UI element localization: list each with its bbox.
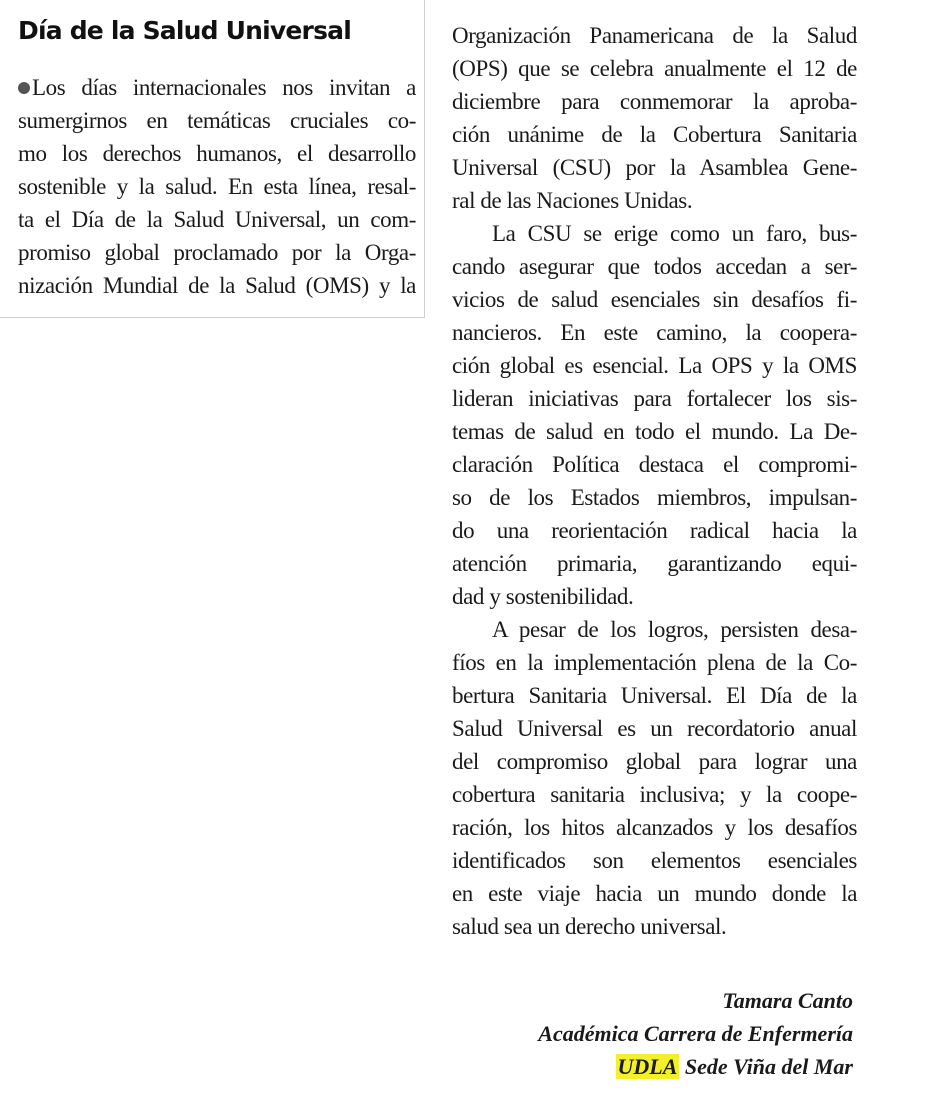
text-line: identificados son elementos esenciales bbox=[452, 848, 857, 873]
text-line: promiso global proclamado por la Orga- bbox=[18, 240, 416, 265]
text-line: (OPS) que se celebra anualmente el 12 de bbox=[452, 56, 857, 81]
text-line: vicios de salud esenciales sin desafíos fi- bbox=[452, 287, 857, 312]
author-affiliation bbox=[538, 1050, 853, 1083]
author-name: Tamara Canto bbox=[722, 988, 853, 1013]
text-line: ción unánime de la Cobertura Sanitaria bbox=[452, 122, 857, 147]
article-title: Día de la Salud Universal bbox=[18, 16, 352, 45]
text-line: del compromiso global para lograr una bbox=[452, 749, 857, 774]
text-line: do una reorientación radical hacia la bbox=[452, 518, 857, 543]
bullet-icon bbox=[18, 82, 30, 94]
text-line: fíos en la implementación plena de la Co- bbox=[452, 650, 857, 675]
text-line: atención primaria, garantizando equi- bbox=[452, 551, 857, 576]
text-line: mo los derechos humanos, el desarrollo bbox=[18, 141, 416, 166]
text-line: ración, los hitos alcanzados y los desafíos bbox=[452, 815, 857, 840]
text-line: salud sea un derecho universal. bbox=[452, 914, 727, 939]
text-line: Salud Universal es un recordatorio anual bbox=[452, 716, 857, 741]
text-line: ral de las Naciones Unidas. bbox=[452, 188, 693, 213]
right-column-text bbox=[452, 19, 857, 943]
text-line: nancieros. En este camino, la coopera- bbox=[452, 320, 857, 345]
text-line: dad y sostenibilidad. bbox=[452, 584, 634, 609]
campus-name: Sede Viña del Mar bbox=[684, 1054, 853, 1079]
institution-highlight: UDLA bbox=[617, 1054, 678, 1079]
text-line: La CSU se erige como un faro, bus- bbox=[492, 221, 857, 246]
text-line: Organización Panamericana de la Salud bbox=[452, 23, 857, 48]
text-line: cobertura sanitaria inclusiva; y la coope- bbox=[452, 782, 857, 807]
text-line: sumergirnos en temáticas cruciales co- bbox=[18, 108, 416, 133]
text-line: sostenible y la salud. En esta línea, resal- bbox=[18, 174, 416, 199]
text-line: Universal (CSU) por la Asamblea Gene- bbox=[452, 155, 857, 180]
text-line: ta el Día de la Salud Universal, un com- bbox=[18, 207, 416, 232]
text-line: diciembre para conmemorar la aproba- bbox=[452, 89, 857, 114]
left-column bbox=[0, 0, 425, 318]
text-line: nización Mundial de la Salud (OMS) y la bbox=[18, 273, 416, 298]
text-line: cando asegurar que todos accedan a ser- bbox=[452, 254, 857, 279]
text-line: ción global es esencial. La OPS y la OMS bbox=[452, 353, 857, 378]
author-role: Académica Carrera de Enfermería bbox=[538, 1021, 853, 1046]
text-line: temas de salud en todo el mundo. La De- bbox=[452, 419, 857, 444]
text-line: lideran iniciativas para fortalecer los sis- bbox=[452, 386, 857, 411]
text-line: Los días internacionales nos invitan a bbox=[18, 71, 416, 104]
text-line: A pesar de los logros, persisten desa- bbox=[492, 617, 857, 642]
left-column-text bbox=[18, 71, 416, 302]
text-line: en este viaje hacia un mundo donde la bbox=[452, 881, 857, 906]
author-signature bbox=[538, 984, 853, 1083]
text-line: so de los Estados miembros, impulsan- bbox=[452, 485, 857, 510]
text-line: claración Política destaca el compromi- bbox=[452, 452, 857, 477]
text-line: bertura Sanitaria Universal. El Día de la bbox=[452, 683, 857, 708]
